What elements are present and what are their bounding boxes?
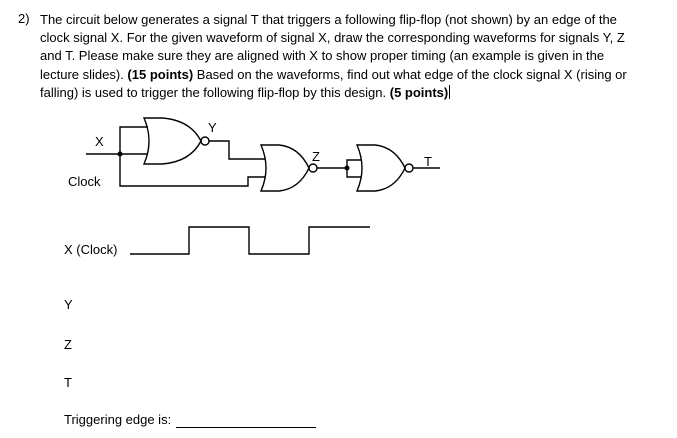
question-number: 2) [18, 11, 30, 26]
label-x: X [95, 134, 104, 149]
label-z: Z [312, 149, 320, 164]
label-y: Y [208, 120, 217, 135]
question-line-3: and T. Please make sure they are aligned with X to show proper timing (an example is given in the [40, 48, 605, 64]
question-line-1: The circuit below generates a signal T that triggers a following flip-flop (not shown) by an edge of the [40, 12, 617, 27]
nor-gate-2-bubble [309, 164, 317, 172]
triggering-edge-label: Triggering edge is: [64, 412, 172, 427]
label-clock: Clock [68, 174, 101, 189]
question-line-4-pre: lecture slides). [40, 66, 128, 82]
nor-gate-1-bubble [201, 137, 209, 145]
question-line-5-pre: falling) is used to trigger the following flip-flop by this design. [40, 84, 390, 100]
waveform-t-label: T [64, 375, 72, 390]
points-edge: (5 points) [389, 84, 449, 100]
points-main: (15 points) [127, 66, 194, 82]
wire-x-to-nor1-top [120, 127, 148, 154]
waveform-y-label: Y [64, 297, 73, 312]
question-line-2: clock signal X. For the given waveform of signal X, draw the corresponding waveforms for signals Y, Z [40, 30, 625, 46]
wire-z [317, 160, 361, 168]
waveform-z-label: Z [64, 337, 72, 352]
wire-y [209, 141, 265, 159]
nor-gate-3 [357, 145, 405, 191]
junction-z [345, 166, 350, 171]
nor-gate-3-bubble [405, 164, 413, 172]
waveform-x-label: X (Clock) [64, 242, 118, 257]
triggering-edge-answer-blank[interactable] [176, 427, 316, 428]
waveform-x [130, 227, 370, 254]
junction-x [118, 152, 123, 157]
label-t: T [424, 154, 432, 169]
nor-gate-2 [261, 145, 309, 191]
nor-gate-1 [144, 118, 201, 164]
question-line-4-post: Based on the waveforms, find out what edge of the clock signal X (rising or [193, 66, 627, 82]
